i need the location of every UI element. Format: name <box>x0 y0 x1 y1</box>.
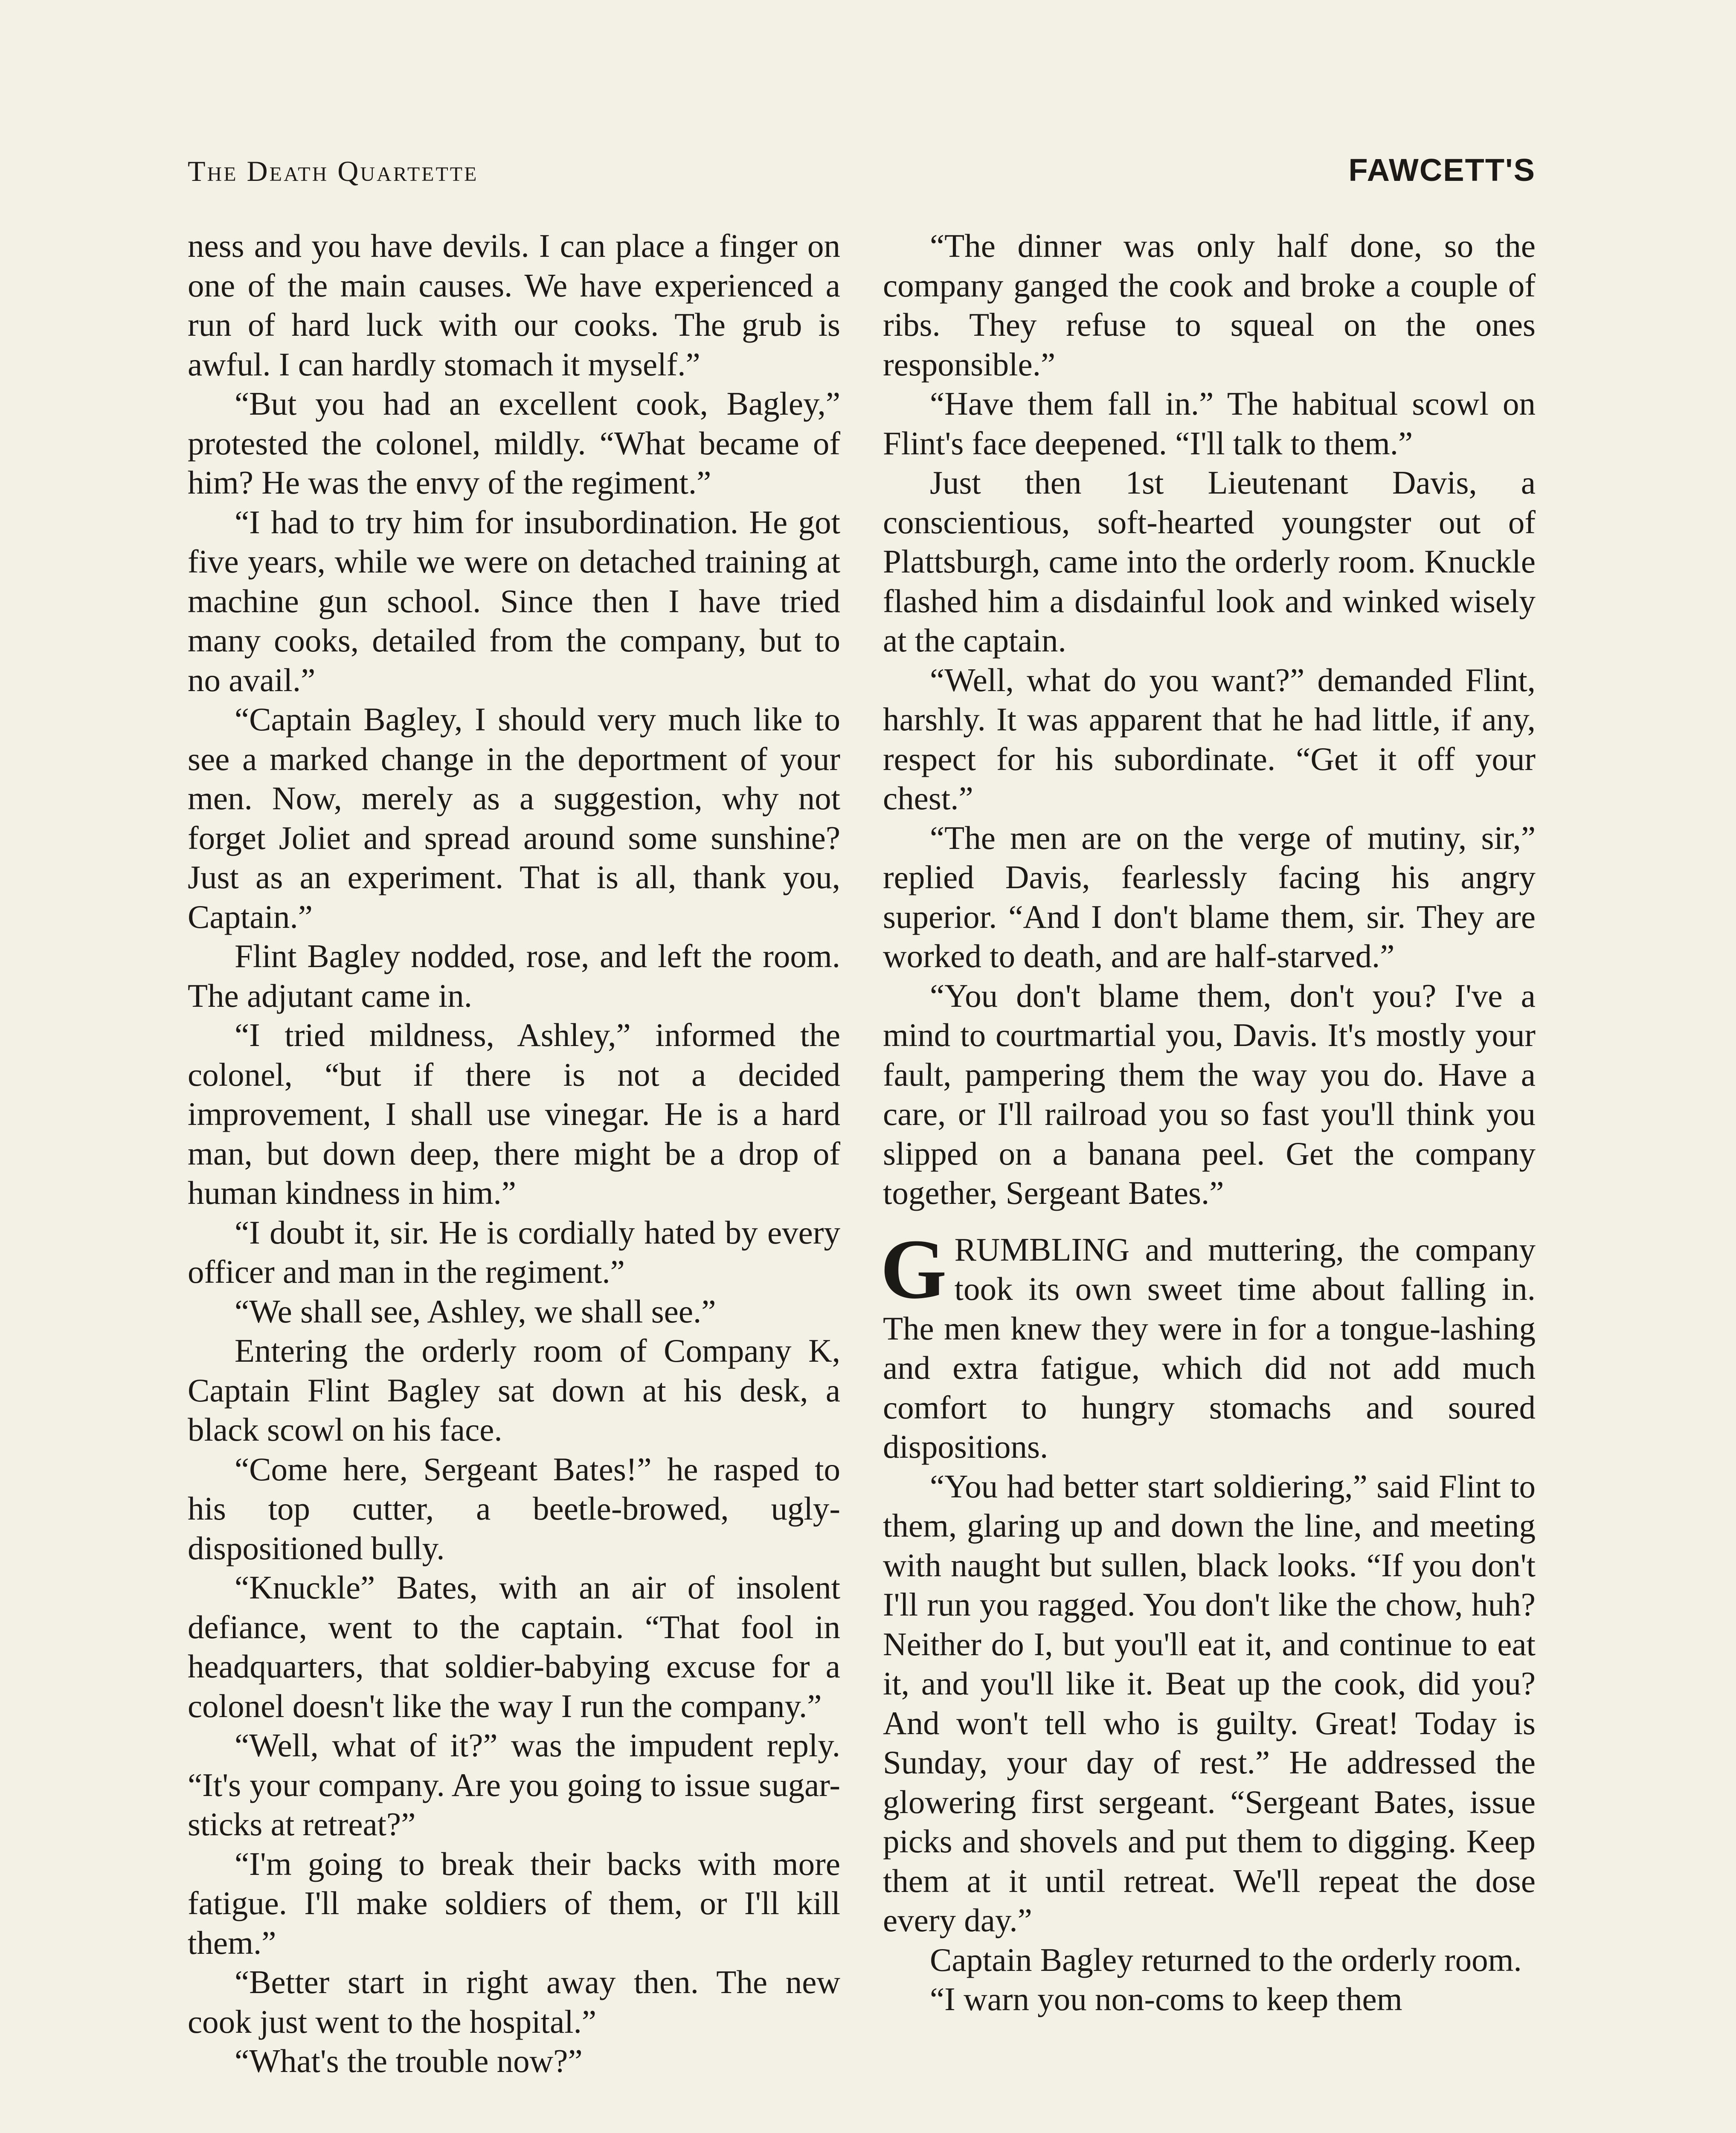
paragraph: Entering the orderly room of Company K, Captain Flint Bagley sat down at his desk, a black scowl on his face. <box>188 1332 840 1448</box>
paragraph: “Well, what of it?” was the impudent reply. “It's your company. Are you going to issue sugar-sticks at retreat?” <box>188 1727 840 1842</box>
paragraph: “Have them fall in.” The habitual scowl on Flint's face deepened. “I'll talk to them.” <box>883 385 1536 462</box>
paragraph: “Knuckle” Bates, with an air of insolent defiance, went to the captain. “That fool in headquarters, that soldier-babying excuse for a colonel doesn't like the way I run the company.” <box>188 1569 840 1724</box>
running-title: The Death Quartette <box>188 155 479 187</box>
page-header <box>188 152 1536 188</box>
paragraph: “You don't blame them, don't you? I've a mind to courtmartial you, Davis. It's mostly your fault, pampering them the way you do. Have a care, or I'll railroad you so fast you'll think you slipped on a banana peel. Get the company together, Sergeant Bates.” <box>883 977 1536 1211</box>
paragraph: “What's the trouble now?” <box>235 2043 583 2079</box>
paragraph: “I had to try him for insubordination. He got five years, while we were on detached training at machine gun school. Since then I have tried many cooks, detailed from the company, but to no avail.” <box>188 503 840 698</box>
paragraph: “I tried mildness, Ashley,” informed the colonel, “but if there is not a decided improvement, I shall use vinegar. He is a hard man, but down deep, there might be a drop of human kindness in him.” <box>188 1017 840 1211</box>
paragraph: “I warn you non-coms to keep them <box>930 1981 1402 2017</box>
paragraph: “We shall see, Ashley, we shall see.” <box>235 1293 716 1330</box>
paragraph: “I doubt it, sir. He is cordially hated by every officer and man in the regiment.” <box>188 1214 840 1290</box>
paragraph: Captain Bagley returned to the orderly room. <box>930 1941 1522 1978</box>
paragraph: “The dinner was only half done, so the company ganged the cook and broke a couple of ribs. They refuse to squeal on the ones responsible.” <box>883 227 1536 383</box>
magazine-name: FAWCETT'S <box>1348 152 1536 188</box>
paragraph: ness and you have devils. I can place a finger on one of the main causes. We have experienced a run of hard luck with our cooks. The grub is awful. I can hardly stomach it myself.” <box>188 227 840 383</box>
paragraph: “But you had an excellent cook, Bagley,” protested the colonel, mildly. “What became of him? He was the envy of the regiment.” <box>188 385 840 501</box>
section-opening-text: RUMBLING and muttering, the company took its own sweet time about falling in. The men knew they were in for a tongue-lashing and extra fatigue, which did not add much comfort to hungry stomachs and soured dispositions. <box>883 1231 1536 1465</box>
paragraph: “The men are on the verge of mutiny, sir,” replied Davis, fearlessly facing his angry superior. “And I don't blame them, sir. They are worked to death, and are half-starved.” <box>883 819 1536 974</box>
paragraph: “Captain Bagley, I should very much like to see a marked change in the deportment of your men. Now, merely as a suggestion, why not forget Joliet and spread around some sunshine? Just as an experiment. That is all, thank you, Captain.” <box>188 701 840 935</box>
paragraph: “I'm going to break their backs with more fatigue. I'll make soldiers of them, or I'll kill them.” <box>188 1845 840 1961</box>
left-column <box>188 226 840 2081</box>
paragraph: Just then 1st Lieutenant Davis, a conscientious, soft-hearted youngster out of Plattsburgh, came into the orderly room. Knuckle flashed him a disdainful look and winked wisely at the captain. <box>883 464 1536 659</box>
drop-cap: G <box>880 1222 947 1316</box>
paragraph: “Better start in right away then. The new cook just went to the hospital.” <box>188 1964 840 2040</box>
paragraph: “Come here, Sergeant Bates!” he rasped to his top cutter, a beetle-browed, ugly-dispositioned bully. <box>188 1450 840 1566</box>
right-column <box>880 226 1536 2019</box>
paragraph: “Well, what do you want?” demanded Flint, harshly. It was apparent that he had little, if any, respect for his subordinate. “Get it off your chest.” <box>883 661 1536 817</box>
section-opening-paragraph <box>880 1222 1536 1467</box>
paragraph: “You had better start soldiering,” said Flint to them, glaring up and down the line, and meeting with naught but sullen, black looks. “If you don't I'll run you ragged. You don't like the chow, huh? Neither do I, but you'll eat it, and continue to eat it, and you'll like it. Beat up the cook, did you? And won't tell who is guilty. Great! Today is Sunday, your day of rest.” He addressed the glowering first sergeant. “Sergeant Bates, issue picks and shovels and put them to digging. Keep them at it until retreat. We'll repeat the dose every day.” <box>883 1468 1536 1938</box>
paragraph: Flint Bagley nodded, rose, and left the room. The adjutant came in. <box>188 938 840 1014</box>
